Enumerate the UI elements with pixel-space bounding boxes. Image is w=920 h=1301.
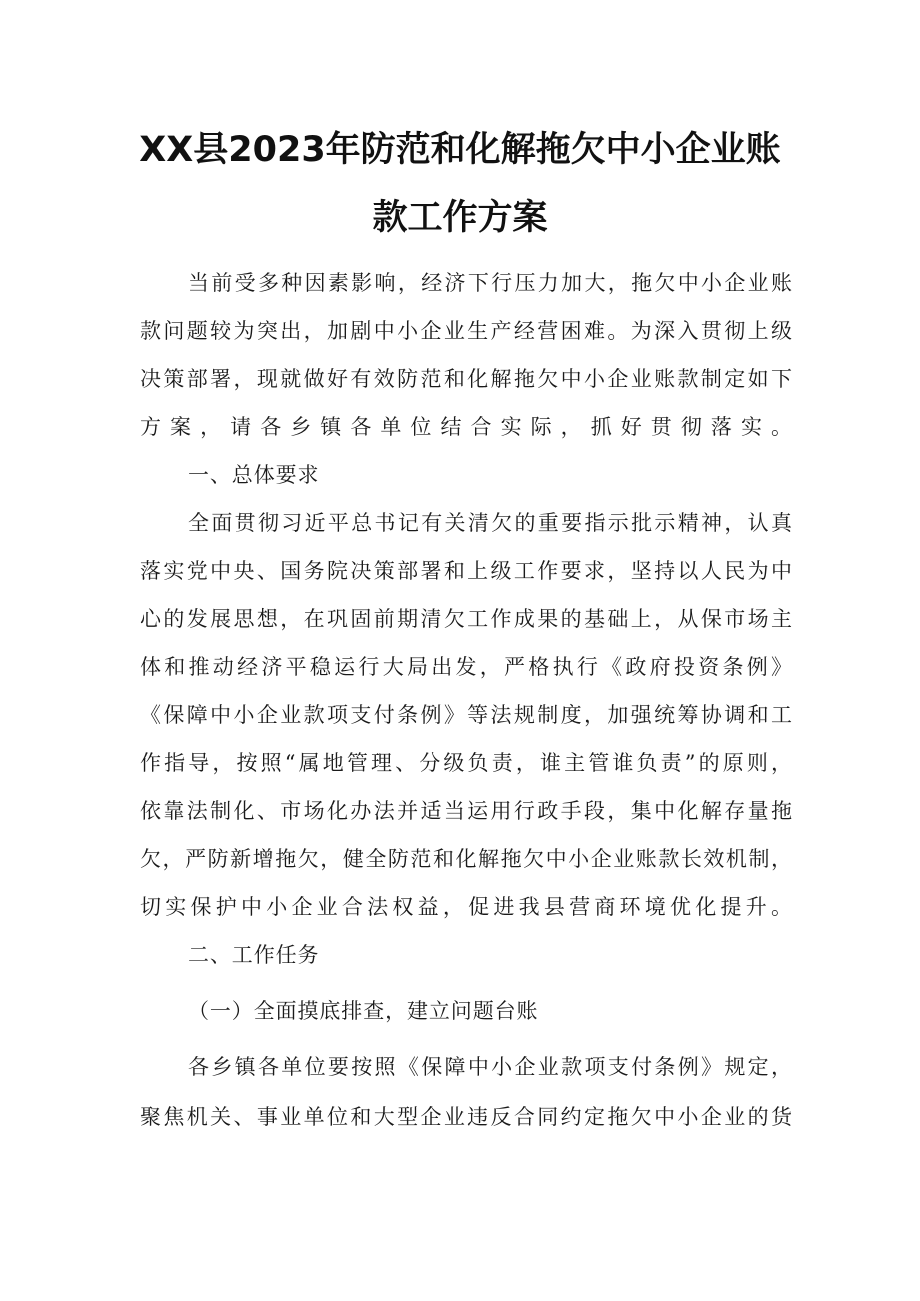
paragraph-line: 作指导，按照“属地管理、分级负责，谁主管谁负责”的原则， (140, 751, 792, 775)
paragraph-line: 心的发展思想，在巩固前期清欠工作成果的基础上，从保市场主 (140, 607, 792, 631)
section-heading: 二、工作任务 (188, 943, 320, 967)
paragraph-line: 体和推动经济平稳运行大局出发，严格执行《政府投资条例》 (140, 655, 792, 679)
paragraph-line: 聚焦机关、事业单位和大型企业违反合同约定拖欠中小企业的货 (140, 1105, 792, 1129)
paragraph-line: 欠，严防新增拖欠，健全防范和化解拖欠中小企业账款长效机制， (140, 847, 792, 871)
paragraph-line: 《保障中小企业款项支付条例》等法规制度，加强统筹协调和工 (140, 703, 792, 727)
paragraph-line: 款问题较为突出，加剧中小企业生产经营困难。为深入贯彻上级 (140, 319, 792, 343)
paragraph-line: 方案，请各乡镇各单位结合实际，抓好贯彻落实。 (140, 415, 792, 439)
paragraph-line: 决策部署，现就做好有效防范和化解拖欠中小企业账款制定如下 (140, 367, 792, 391)
paragraph-line: 各乡镇各单位要按照《保障中小企业款项支付条例》规定， (188, 1055, 792, 1079)
paragraph-line: 依靠法制化、市场化办法并适当运用行政手段，集中化解存量拖 (140, 799, 792, 823)
document-title-line-1: XX县2023年防范和化解拖欠中小企业账 (139, 130, 781, 170)
paragraph-line: 切实保护中小企业合法权益，促进我县营商环境优化提升。 (140, 895, 792, 919)
section-heading: 一、总体要求 (188, 463, 320, 487)
paragraph-line: 当前受多种因素影响，经济下行压力加大，拖欠中小企业账 (188, 271, 792, 295)
subsection-heading: （一）全面摸底排查，建立问题台账 (188, 999, 539, 1023)
paragraph-line: 落实党中央、国务院决策部署和上级工作要求，坚持以人民为中 (140, 559, 792, 583)
document-title-line-2: 款工作方案 (372, 198, 548, 238)
paragraph-line: 全面贯彻习近平总书记有关清欠的重要指示批示精神，认真 (188, 511, 792, 535)
